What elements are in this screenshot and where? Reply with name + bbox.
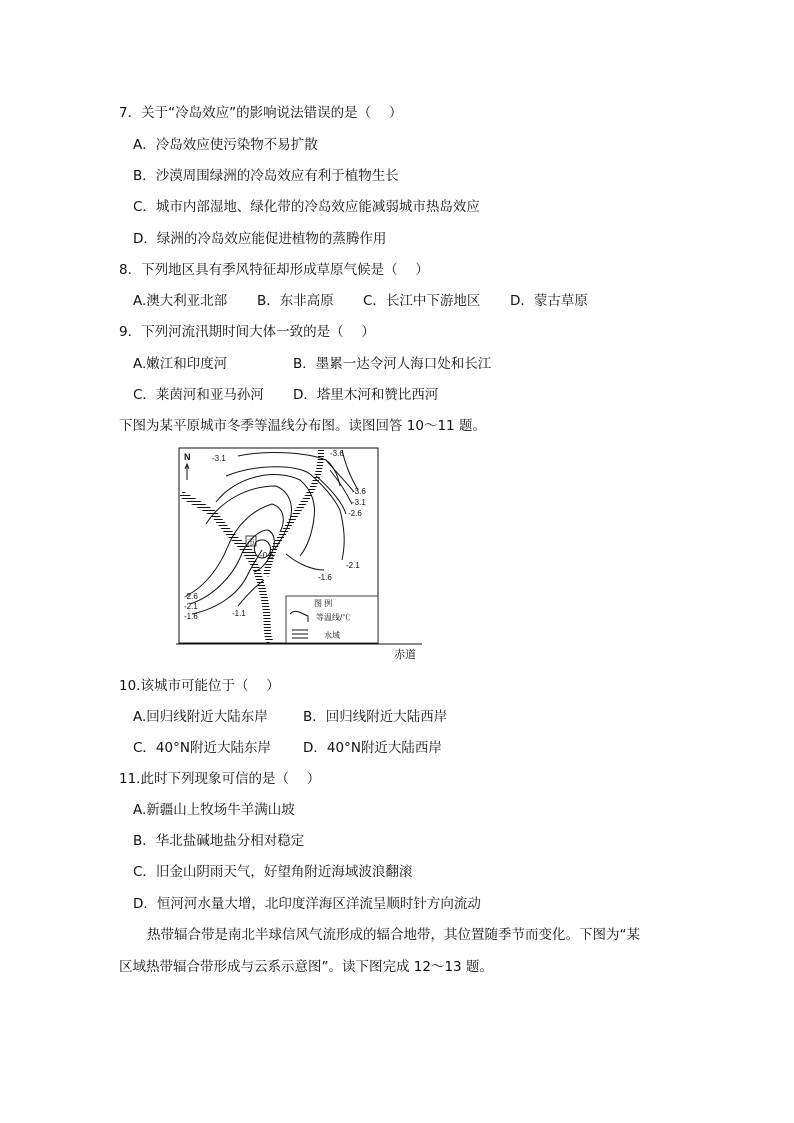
- isotherm-label: -3.1: [352, 498, 366, 507]
- question-8-option-a: A.澳大利亚北部: [133, 293, 228, 309]
- question-11-stem: 11.此时下列现象可信的是（ ）: [119, 771, 321, 787]
- question-9-option-b: B．墨累一达令河人海口处和长江: [293, 356, 492, 372]
- isotherm-label: -0.6: [260, 551, 274, 560]
- isotherm-lines: [186, 450, 358, 614]
- city-label: 市: [247, 538, 255, 547]
- legend-water-label: 水域: [324, 631, 340, 640]
- legend-isotherm-label: 等温线/℃: [316, 613, 351, 622]
- isotherm-line: [186, 504, 283, 596]
- isotherm-label: -3.6: [352, 487, 366, 496]
- question-7-stem: 7．关于“冷岛效应”的影响说法错误的是（ ）: [119, 105, 403, 121]
- map-legend: [286, 596, 378, 643]
- question-9-option-d: D．塔里木河和赞比西河: [293, 387, 439, 403]
- legend-title: 图 例: [314, 599, 333, 608]
- isotherm-label: -3.6: [330, 449, 344, 458]
- isotherm-label: -2.1: [184, 602, 198, 611]
- question-7-option-b: B．沙漠周围绿洲的冷岛效应有利于植物生长: [133, 168, 399, 184]
- isotherm-map: [176, 446, 422, 664]
- question-9-stem: 9．下列河流汛期时间大体一致的是（ ）: [119, 324, 375, 340]
- question-8-option-b: B．东非高原: [257, 293, 334, 309]
- question-11-option-c: C．旧金山阴雨天气，好望角附近海域波浪翻滚: [133, 864, 413, 880]
- question-10-option-c: C．40°N附近大陆东岸: [133, 740, 271, 756]
- question-10-stem: 10.该城市可能位于（ ）: [119, 678, 280, 694]
- question-11-option-d: D．恒河河水量大增，北印度洋海区洋流呈顺时针方向流动: [133, 896, 481, 912]
- question-11-option-b: B．华北盐碱地盐分相对稳定: [133, 833, 305, 849]
- question-10-option-a: A.回归线附近大陆东岸: [133, 709, 268, 725]
- question-9-option-a: A.嫩江和印度河: [133, 356, 228, 372]
- intro-12-13-line2: 区域热带辐合带形成与云系示意图”。读下图完成 12～13 题。: [119, 959, 493, 975]
- isotherm-label: -1.6: [184, 612, 198, 621]
- question-10-option-b: B．回归线附近大陆西岸: [303, 709, 448, 725]
- isotherm-label: -1.6: [318, 573, 332, 582]
- question-8-option-d: D．蒙古草原: [510, 293, 588, 309]
- isotherm-line: [286, 554, 324, 570]
- question-11-option-a: A.新疆山上牧场牛羊满山坡: [133, 802, 295, 818]
- question-10-option-d: D．40°N附近大陆西岸: [303, 740, 442, 756]
- isotherm-label: -2.6: [348, 509, 362, 518]
- intro-12-13-line1: 热带辐合带是南北半球信风气流形成的辐合地带，其位置随季节而变化。下图为“某: [147, 927, 640, 943]
- question-7-option-a: A．冷岛效应使污染物不易扩散: [133, 137, 318, 153]
- isotherm-line: [238, 453, 340, 486]
- equator-label: 赤道: [394, 649, 416, 661]
- isotherm-label: -2.1: [346, 561, 360, 570]
- isotherm-line: [342, 450, 358, 490]
- isotherm-label: -3.1: [212, 454, 226, 463]
- question-9-option-c: C．莱茵河和亚马孙河: [133, 387, 264, 403]
- question-7-option-d: D．绿洲的冷岛效应能促进植物的蒸腾作用: [133, 231, 387, 247]
- north-label: N: [184, 452, 191, 462]
- isotherm-label: -1.1: [232, 609, 246, 618]
- question-7-option-c: C．城市内部湿地、绿化带的冷岛效应能减弱城市热岛效应: [133, 199, 480, 215]
- question-8-stem: 8．下列地区具有季风特征却形成草原气候是（ ）: [119, 262, 429, 278]
- isotherm-line: [326, 460, 354, 492]
- question-8-option-c: C．长江中下游地区: [363, 293, 481, 309]
- isotherm-label: -2.6: [184, 592, 198, 601]
- intro-10-11: 下图为某平原城市冬季等温线分布图。读图回答 10～11 题。: [119, 418, 486, 434]
